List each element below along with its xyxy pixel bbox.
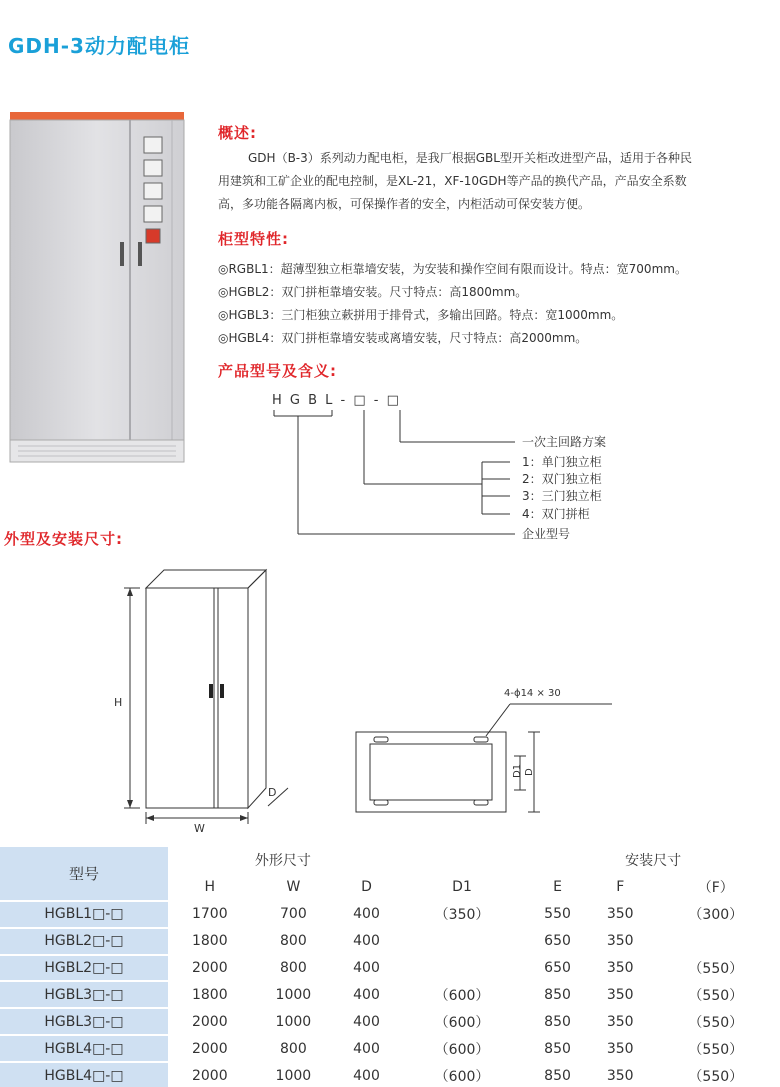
cell-f: 350	[606, 986, 634, 1003]
cell-f2: （550）	[688, 961, 744, 977]
d-label: D	[524, 768, 535, 776]
cell-d: 400	[353, 1067, 380, 1084]
cell-f2: （550）	[688, 1041, 744, 1058]
cell-d: 400	[353, 986, 380, 1003]
overview-text	[218, 147, 774, 216]
cell-d1	[398, 928, 526, 955]
features-heading: 柜型特性:	[218, 230, 289, 248]
cell-d: 400	[353, 933, 380, 950]
cell-w: 1000	[275, 986, 312, 1003]
cell-h: 1700	[191, 906, 228, 923]
model-cell: HGBL4□-□	[0, 1035, 168, 1062]
scheme-label: 一次主回路方案	[522, 435, 607, 449]
model-meaning-heading: 产品型号及含义:	[218, 362, 337, 380]
cell-f: 350	[606, 1067, 634, 1084]
table-row	[0, 1035, 780, 1062]
dimensions-heading: 外型及安装尺寸:	[4, 530, 123, 548]
width-label: W	[194, 822, 205, 835]
cell-f2: （550）	[688, 987, 744, 1004]
cell-d: 400	[353, 1013, 380, 1030]
company-label: 企业型号	[522, 527, 571, 541]
table-header-row	[0, 847, 780, 874]
holes-label: 4-ϕ14 × 30	[504, 688, 561, 699]
feature-item: ◎HGBL3：三门柜独立蔌拼用于排骨式，多输出回路。特点：宽1000mm。	[218, 308, 624, 322]
outer-size-header: 外形尺寸	[254, 853, 311, 870]
feature-item: ◎HGBL4：双门拼柜靠墙安装或离墙安装，尺寸特点：高2000mm。	[218, 331, 588, 345]
cell-f: 350	[606, 1040, 634, 1057]
option-label: 3：三门独立柜	[522, 489, 602, 503]
height-label: H	[114, 696, 123, 709]
cell-e: 650	[544, 960, 571, 976]
cell-d1: （350）	[434, 907, 490, 924]
page-title: GDH-3动力配电柜	[8, 34, 190, 58]
table-row	[0, 955, 780, 982]
cabinet-front-drawing	[108, 560, 308, 835]
cell-f: 350	[606, 933, 634, 950]
model-cell: HGBL3□-□	[0, 1008, 168, 1035]
cell-f2: （300）	[688, 907, 744, 924]
column-header: D1	[452, 879, 472, 896]
cell-e: 850	[544, 986, 571, 1003]
feature-item: ◎RGBL1：超薄型独立柜靠墙安装，为安装和操作空间有限而设计。特点：宽700mm。	[218, 262, 687, 276]
cell-w: 800	[280, 1040, 307, 1057]
cell-h: 2000	[191, 1067, 228, 1084]
cell-f: 350	[606, 1013, 634, 1030]
cell-d: 400	[353, 906, 380, 923]
overview-line: 高，多功能各隔离内板，可保操作者的安全，内柜活动可保安装方便。	[218, 197, 591, 211]
option-label: 1：单门独立柜	[522, 455, 602, 469]
model-cell: HGBL3□-□	[0, 981, 168, 1008]
column-header: W	[286, 879, 301, 896]
table-row	[0, 901, 780, 928]
option-label: 4：双门拼柜	[522, 507, 590, 521]
cell-d1	[398, 955, 526, 982]
depth-label: D	[268, 786, 277, 799]
model-cell: HGBL4□-□	[0, 1062, 168, 1087]
cell-w: 1000	[275, 1067, 312, 1084]
cell-e: 850	[544, 1013, 571, 1030]
spec-table	[0, 847, 780, 1087]
cell-f2: （550）	[688, 1014, 744, 1031]
table-row	[0, 1008, 780, 1035]
cell-w: 800	[280, 960, 307, 976]
table-row	[0, 1062, 780, 1087]
model-cell: HGBL2□-□	[0, 955, 168, 982]
cell-h: 1800	[191, 933, 228, 950]
cell-f: 350	[606, 906, 634, 923]
model-cell: HGBL2□-□	[0, 928, 168, 955]
model-cell: HGBL1□-□	[0, 901, 168, 928]
model-header: 型号	[0, 847, 168, 901]
overview-line: 用建筑和工矿企业的配电控制，是XL-21，XF-10GDH等产品的换代产品，产品安全系数	[218, 174, 687, 188]
cell-d1: （600）	[434, 1014, 490, 1031]
table-row	[0, 928, 780, 955]
table-row	[0, 981, 780, 1008]
cell-d1: （600）	[434, 1068, 490, 1085]
cell-e: 550	[544, 906, 571, 923]
install-size-header: 安装尺寸	[625, 853, 682, 870]
column-header: D	[361, 879, 372, 896]
cell-h: 2000	[191, 1013, 228, 1030]
features-list	[218, 258, 687, 350]
cell-f: 350	[606, 960, 634, 976]
cell-w: 1000	[275, 1013, 312, 1030]
cell-f2: （550）	[688, 1068, 744, 1085]
column-header: F	[616, 879, 625, 896]
cell-e: 650	[544, 933, 571, 950]
cell-d: 400	[353, 960, 380, 976]
base-plan-drawing	[350, 680, 620, 820]
cell-w: 700	[280, 906, 307, 923]
cell-h: 1800	[191, 986, 228, 1003]
d1-label: D1	[512, 763, 523, 778]
cabinet-photo	[8, 112, 186, 464]
overview-line: GDH（B-3）系列动力配电柜，是我厂根据GBL型开关柜改进型产品，适用于各种民	[248, 151, 692, 165]
cell-f2	[652, 928, 780, 955]
column-header: （F）	[697, 880, 734, 897]
cell-e: 850	[544, 1067, 571, 1084]
option-label: 2：双门独立柜	[522, 472, 602, 486]
cell-h: 2000	[191, 1040, 228, 1057]
column-header: H	[204, 879, 216, 896]
feature-item: ◎HGBL2：双门拼柜靠墙安装。尺寸特点：高1800mm。	[218, 285, 528, 299]
overview-heading: 概述:	[218, 124, 257, 142]
cell-d1: （600）	[434, 987, 490, 1004]
cell-e: 850	[544, 1040, 571, 1057]
model-code: H G B L - □ - □	[272, 393, 401, 408]
cell-w: 800	[280, 933, 307, 950]
model-code-diagram	[260, 388, 640, 548]
cell-d1: （600）	[434, 1041, 490, 1058]
cell-d: 400	[353, 1040, 380, 1057]
column-header: E	[553, 879, 562, 896]
cell-h: 2000	[191, 960, 228, 976]
